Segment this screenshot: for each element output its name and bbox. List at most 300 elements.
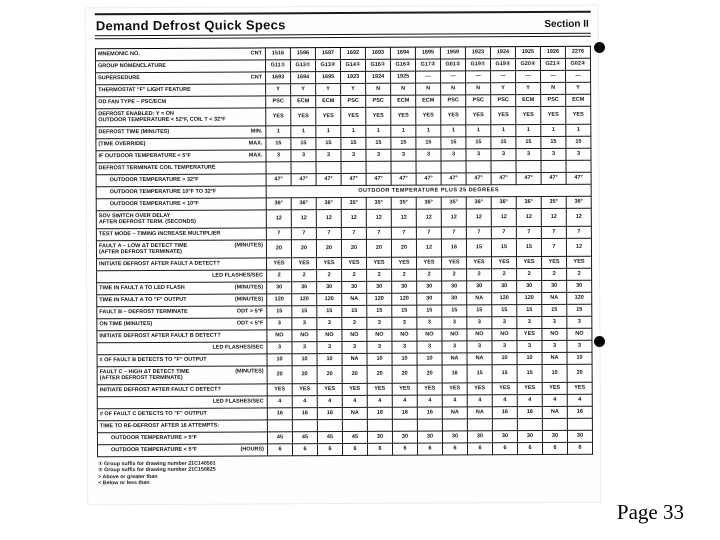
spec-value-cell: 47°: [266, 174, 291, 186]
spec-value-cell: 15: [416, 137, 441, 149]
spec-value-cell: 6: [367, 443, 392, 455]
spec-value-cell: YES: [516, 106, 541, 124]
spec-value-cell: 3: [317, 342, 342, 354]
spec-value-cell: [442, 419, 467, 431]
spec-value-cell: 6: [567, 442, 592, 454]
spec-value-cell: 30: [417, 281, 442, 293]
spec-value-cell: 30: [542, 430, 567, 442]
spec-value-cell: 16: [517, 406, 542, 418]
spec-value-cell: 16: [417, 407, 442, 419]
spec-value-cell: 30: [367, 281, 392, 293]
spec-value-cell: 2: [367, 269, 392, 281]
specs-table-wrap: [95, 46, 593, 458]
spec-value-cell: 4: [517, 394, 542, 406]
spec-value-cell: 20: [366, 239, 391, 257]
spec-value-cell: 15: [342, 305, 367, 317]
spec-value-cell: 15: [542, 304, 567, 316]
spec-value-cell: 15: [492, 365, 517, 383]
row-label-cell: TIME IN FAULT A TO "F" OUTPUT (MINUTES): [97, 294, 267, 307]
spec-value-cell: 30: [567, 280, 592, 292]
spec-value-cell: ECM: [566, 94, 591, 106]
spec-value-cell: YES: [542, 256, 567, 268]
spec-value-cell: [341, 161, 366, 173]
spec-value-cell: YES: [342, 257, 367, 269]
spec-value-cell: 4: [292, 396, 317, 408]
footnote-line: ② Group suffix for drawing number 21C150825: [98, 466, 216, 474]
spec-value-cell: 2: [567, 268, 592, 280]
row-label-cell: (TIME OVERRIDE) MAX.: [96, 138, 266, 151]
spec-value-cell: 120: [317, 294, 342, 306]
spec-value-cell: 16: [317, 408, 342, 420]
spec-value-cell: 16: [292, 408, 317, 420]
row-label-cell: DEFROST TIME (MINUTES) MIN.: [96, 126, 266, 139]
spec-value-cell: G11①: [265, 60, 290, 72]
spec-value-cell: YES: [317, 384, 342, 396]
spec-value-cell: NO: [267, 330, 292, 342]
spec-value-cell: YES: [317, 258, 342, 270]
spec-value-cell: G02②: [565, 58, 590, 70]
spec-value-cell: 12: [466, 209, 491, 227]
spec-value-cell: 1: [541, 124, 566, 136]
spec-value-cell: 47°: [366, 173, 391, 185]
spec-value-cell: 1923: [465, 47, 490, 59]
spec-value-cell: [291, 162, 316, 174]
row-label-cell: LED FLASHES/SEC: [97, 270, 267, 283]
spec-value-cell: 3: [291, 150, 316, 162]
spec-value-cell: [367, 419, 392, 431]
spec-value-cell: G21①: [540, 58, 565, 70]
spec-value-cell: —: [416, 71, 441, 83]
spec-value-cell: YES: [467, 383, 492, 395]
spec-value-cell: 3: [567, 340, 592, 352]
spec-value-cell: 10: [392, 353, 417, 365]
spec-value-cell: 1692: [340, 47, 365, 59]
spec-value-cell: 1: [366, 125, 391, 137]
spec-value-cell: 2276: [565, 46, 590, 58]
spec-value-cell: 30: [392, 431, 417, 443]
spec-value-cell: 30: [467, 431, 492, 443]
span-value-cell: OUTDOOR TEMPERATURE PLUS 25 DEGREES: [266, 184, 591, 198]
spec-value-cell: 10: [492, 353, 517, 365]
spec-value-cell: 45: [342, 431, 367, 443]
spec-value-cell: YES: [542, 382, 567, 394]
spec-value-cell: NO: [417, 329, 442, 341]
spec-value-cell: 16: [441, 239, 466, 257]
spec-value-cell: 15: [566, 136, 591, 148]
spec-value-cell: PSC: [466, 95, 491, 107]
spec-value-cell: 47°: [466, 173, 491, 185]
spec-value-cell: 3: [516, 148, 541, 160]
spec-value-cell: 4: [467, 395, 492, 407]
spec-value-cell: 15: [491, 239, 516, 257]
spec-value-cell: 1693: [266, 72, 291, 84]
spec-value-cell: 12: [316, 210, 341, 228]
spec-value-cell: 15: [391, 137, 416, 149]
spec-value-cell: 20: [291, 240, 316, 258]
row-label-cell: GROUP NOMENCLATURE: [95, 60, 265, 73]
spec-value-cell: YES: [466, 107, 491, 125]
spec-value-cell: 3: [566, 148, 591, 160]
spec-value-cell: 36°: [266, 198, 291, 210]
spec-value-cell: 3: [267, 318, 292, 330]
row-label-cell: INITIATE DEFROST AFTER FAULT C DETECT?: [97, 384, 267, 397]
row-label-cell: FAULT B – DEFROST TERMINATE ODT > 5°F: [97, 306, 267, 319]
spec-value-cell: 15: [267, 306, 292, 318]
row-label-cell: ON TIME (MINUTES) ODT < 5°F: [97, 318, 267, 331]
spec-value-cell: 120: [517, 292, 542, 304]
spec-value-cell: 30: [517, 280, 542, 292]
spec-value-cell: NO: [317, 330, 342, 342]
spec-value-cell: 7: [416, 227, 441, 239]
row-label-cell: LED FLASHES/SEC: [97, 342, 267, 355]
spec-value-cell: 6: [442, 443, 467, 455]
spec-value-cell: 15: [441, 137, 466, 149]
spec-value-cell: 15: [466, 137, 491, 149]
spec-value-cell: 10: [517, 352, 542, 364]
spec-value-cell: 3: [491, 149, 516, 161]
spec-value-cell: YES: [292, 384, 317, 396]
spec-value-cell: 1923: [341, 71, 366, 83]
spec-value-cell: 7: [541, 226, 566, 238]
spec-value-cell: YES: [291, 108, 316, 126]
spec-value-cell: 4: [567, 394, 592, 406]
spec-value-cell: G19①: [465, 59, 490, 71]
spec-value-cell: 3: [417, 317, 442, 329]
spec-value-cell: 1959: [440, 47, 465, 59]
punch-hole-bottom: [594, 336, 605, 347]
spec-value-cell: 1596: [290, 48, 315, 60]
spec-value-cell: 15: [467, 365, 492, 383]
spec-value-cell: YES: [491, 107, 516, 125]
spec-value-cell: 12: [566, 208, 591, 226]
spec-value-cell: 20: [342, 365, 367, 383]
spec-value-cell: G13①: [290, 60, 315, 72]
spec-value-cell: 30: [267, 282, 292, 294]
spec-value-cell: 12: [391, 209, 416, 227]
spec-value-cell: 15: [567, 304, 592, 316]
spec-value-cell: YES: [442, 383, 467, 395]
row-label-cell: FAULT A – LOW ΔT DETECT TIME (MINUTES) (AFTER DEFROST TERMINATE): [96, 240, 266, 259]
spec-value-cell: 3: [417, 341, 442, 353]
spec-value-cell: ECM: [391, 95, 416, 107]
spec-value-cell: 12: [491, 209, 516, 227]
spec-value-cell: 7: [266, 228, 291, 240]
spec-value-cell: YES: [366, 107, 391, 125]
spec-value-cell: [292, 420, 317, 432]
spec-value-cell: 1: [466, 125, 491, 137]
spec-value-cell: [416, 161, 441, 173]
spec-value-cell: 20: [417, 365, 442, 383]
spec-value-cell: [266, 162, 291, 174]
spec-value-cell: 20: [367, 365, 392, 383]
spec-value-cell: 3: [542, 340, 567, 352]
spec-value-cell: 3: [392, 317, 417, 329]
spec-value-cell: 120: [292, 294, 317, 306]
spec-value-cell: 47°: [291, 174, 316, 186]
spec-value-cell: 47°: [416, 173, 441, 185]
spec-value-cell: 30: [367, 431, 392, 443]
row-label-cell: FAULT C – HIGH ΔT DETECT TIME (MINUTES) (AFTER DEFROST TERMINATE): [97, 366, 267, 385]
spec-value-cell: 15: [317, 306, 342, 318]
spec-value-cell: 4: [492, 395, 517, 407]
spec-value-cell: 10: [292, 354, 317, 366]
spec-value-cell: 6: [492, 443, 517, 455]
spec-value-cell: 1925: [515, 46, 540, 58]
spec-value-cell: NO: [467, 329, 492, 341]
document-scan: [85, 5, 602, 506]
spec-value-cell: 3: [466, 149, 491, 161]
spec-value-cell: 15: [492, 305, 517, 317]
page-number: Page 33: [616, 500, 684, 524]
spec-value-cell: NA: [467, 407, 492, 419]
spec-value-cell: [391, 161, 416, 173]
spec-value-cell: 12: [291, 210, 316, 228]
spec-value-cell: G16①: [365, 59, 390, 71]
row-label-cell: DEFROST TERMINATE COIL TEMPERATURE: [96, 162, 266, 175]
spec-value-cell: [516, 160, 541, 172]
row-label-cell: TIME TO RE-DEFROST AFTER 16 ATTEMPTS:: [97, 420, 267, 433]
spec-value-cell: 10: [567, 352, 592, 364]
spec-value-cell: 12: [266, 210, 291, 228]
spec-value-cell: NA: [542, 292, 567, 304]
spec-value-cell: YES: [442, 257, 467, 269]
spec-value-cell: 3: [517, 316, 542, 328]
spec-value-cell: 1694: [390, 47, 415, 59]
spec-value-cell: Y: [266, 84, 291, 96]
spec-value-cell: 6: [317, 444, 342, 456]
spec-value-cell: 16: [442, 365, 467, 383]
spec-value-cell: 35°: [541, 196, 566, 208]
spec-value-cell: 30: [542, 280, 567, 292]
spec-value-cell: 4: [317, 396, 342, 408]
spec-value-cell: 47°: [391, 173, 416, 185]
spec-value-cell: YES: [541, 106, 566, 124]
spec-value-cell: 20: [267, 366, 292, 384]
spec-value-cell: 36°: [491, 197, 516, 209]
spec-value-cell: 1924: [490, 47, 515, 59]
spec-value-cell: YES: [367, 383, 392, 395]
spec-value-cell: 7: [316, 228, 341, 240]
spec-value-cell: 12: [516, 208, 541, 226]
spec-value-cell: 120: [392, 293, 417, 305]
row-label-cell: INITIATE DEFROST AFTER FAULT A DETECT?: [97, 258, 267, 271]
spec-value-cell: 6: [417, 443, 442, 455]
spec-value-cell: NA: [442, 407, 467, 419]
spec-value-cell: NA: [342, 353, 367, 365]
spec-value-cell: [366, 161, 391, 173]
spec-value-cell: 10: [267, 354, 292, 366]
spec-value-cell: 1597: [315, 48, 340, 60]
spec-value-cell: [542, 418, 567, 430]
spec-value-cell: YES: [441, 107, 466, 125]
row-label-cell: OUTDOOR TEMPERATURE < 10°F: [96, 198, 266, 211]
spec-value-cell: 16: [392, 407, 417, 419]
spec-value-cell: 35°: [441, 197, 466, 209]
spec-value-cell: NO: [442, 329, 467, 341]
table-row: [97, 442, 592, 457]
spec-value-cell: 20: [391, 239, 416, 257]
spec-value-cell: 2: [317, 270, 342, 282]
spec-value-cell: 16: [267, 408, 292, 420]
section-label: Section II: [544, 18, 589, 30]
spec-value-cell: [342, 419, 367, 431]
spec-value-cell: 7: [491, 227, 516, 239]
footnotes: [98, 459, 593, 487]
spec-value-cell: 3: [442, 341, 467, 353]
specs-table: [95, 46, 593, 458]
row-label-cell: # OF FAULT C DETECTS TO "F" OUTPUT: [97, 408, 267, 421]
spec-value-cell: YES: [517, 328, 542, 340]
row-label-cell: LED FLASHES/SEC: [97, 396, 267, 409]
spec-value-cell: 20: [392, 365, 417, 383]
spec-value-cell: 4: [417, 395, 442, 407]
spec-value-cell: 120: [367, 293, 392, 305]
spec-value-cell: 1: [391, 125, 416, 137]
row-label-cell: TEST MODE – TIMING INCREASE MULTIPLIER: [96, 228, 266, 241]
spec-value-cell: 12: [366, 209, 391, 227]
spec-value-cell: YES: [367, 257, 392, 269]
spec-value-cell: 47°: [316, 174, 341, 186]
spec-value-cell: ECM: [516, 94, 541, 106]
spec-value-cell: 120: [267, 294, 292, 306]
spec-value-cell: 20: [266, 240, 291, 258]
spec-value-cell: 30: [417, 431, 442, 443]
spec-value-cell: 47°: [566, 172, 591, 184]
spec-value-cell: PSC: [541, 94, 566, 106]
footnote-line: ① Group suffix for drawing number 21C140501: [98, 460, 216, 468]
spec-value-cell: 6: [392, 443, 417, 455]
spec-value-cell: NO: [367, 329, 392, 341]
spec-value-cell: 3: [392, 341, 417, 353]
spec-value-cell: 7: [466, 227, 491, 239]
spec-value-cell: 15: [341, 137, 366, 149]
spec-value-cell: 1695: [316, 72, 341, 84]
spec-value-cell: 7: [366, 227, 391, 239]
spec-value-cell: 7: [541, 238, 566, 256]
spec-value-cell: PSC: [341, 95, 366, 107]
row-label-cell: MNEMONIC NO. CNT: [95, 48, 265, 61]
spec-value-cell: 3: [467, 341, 492, 353]
spec-value-cell: —: [566, 70, 591, 82]
spec-value-cell: 2: [442, 269, 467, 281]
spec-value-cell: 1: [566, 124, 591, 136]
row-label-cell: OUTDOOR TEMPERATURE < 5°F (HOURS): [97, 444, 267, 457]
spec-value-cell: YES: [566, 106, 591, 124]
spec-value-cell: 30: [342, 281, 367, 293]
row-label-cell: TIME IN FAULT A TO LED FLASH (MINUTES): [97, 282, 267, 295]
spec-value-cell: 2: [467, 269, 492, 281]
spec-value-cell: 4: [342, 395, 367, 407]
row-label-cell: # OF FAULT B DETECTS TO "F" OUTPUT: [97, 354, 267, 367]
spec-value-cell: [316, 162, 341, 174]
spec-value-cell: 47°: [516, 172, 541, 184]
spec-value-cell: YES: [567, 256, 592, 268]
spec-value-cell: 3: [492, 341, 517, 353]
spec-value-cell: 36°: [416, 197, 441, 209]
spec-value-cell: 15: [517, 364, 542, 382]
spec-value-cell: 10: [317, 354, 342, 366]
spec-value-cell: 2: [417, 269, 442, 281]
spec-value-cell: 3: [342, 341, 367, 353]
spec-value-cell: 2: [492, 269, 517, 281]
spec-value-cell: 45: [292, 432, 317, 444]
spec-value-cell: NO: [342, 329, 367, 341]
spec-value-cell: PSC: [441, 95, 466, 107]
spec-value-cell: [317, 420, 342, 432]
spec-value-cell: 30: [517, 430, 542, 442]
spec-value-cell: NO: [542, 328, 567, 340]
spec-value-cell: 3: [367, 341, 392, 353]
spec-value-cell: 12: [541, 208, 566, 226]
spec-value-cell: 30: [492, 431, 517, 443]
spec-value-cell: 15: [541, 136, 566, 148]
spec-value-cell: 1693: [365, 47, 390, 59]
spec-value-cell: [466, 161, 491, 173]
spec-value-cell: [541, 160, 566, 172]
spec-value-cell: 3: [292, 342, 317, 354]
spec-value-cell: 47°: [341, 173, 366, 185]
spec-value-cell: 7: [441, 227, 466, 239]
spec-value-cell: YES: [417, 257, 442, 269]
spec-value-cell: YES: [517, 382, 542, 394]
spec-value-cell: 45: [317, 432, 342, 444]
row-label-cell: THERMOSTAT "F" LIGHT FEATURE: [96, 84, 266, 97]
spec-value-cell: YES: [267, 384, 292, 396]
spec-value-cell: 3: [542, 316, 567, 328]
spec-value-cell: [441, 161, 466, 173]
spec-value-cell: 10: [367, 353, 392, 365]
spec-value-cell: YES: [467, 257, 492, 269]
spec-value-cell: ECM: [316, 96, 341, 108]
spec-value-cell: G01②: [440, 59, 465, 71]
spec-value-cell: NA: [342, 407, 367, 419]
spec-value-cell: 10: [417, 353, 442, 365]
spec-value-cell: G19②: [490, 59, 515, 71]
punch-hole-top: [594, 42, 605, 53]
spec-value-cell: 35°: [366, 197, 391, 209]
spec-value-cell: 1924: [366, 71, 391, 83]
spec-value-cell: 15: [417, 305, 442, 317]
spec-value-cell: 7: [566, 226, 591, 238]
spec-value-cell: 12: [341, 209, 366, 227]
spec-value-cell: 3: [317, 318, 342, 330]
spec-value-cell: NA: [542, 352, 567, 364]
spec-value-cell: 1: [516, 124, 541, 136]
spec-value-cell: 16: [567, 406, 592, 418]
spec-value-cell: G20②: [515, 58, 540, 70]
spec-value-cell: N: [416, 83, 441, 95]
spec-value-cell: NA: [467, 293, 492, 305]
spec-value-cell: 1: [441, 125, 466, 137]
spec-value-cell: 16: [367, 407, 392, 419]
spec-value-cell: 16: [492, 407, 517, 419]
spec-value-cell: 1925: [391, 71, 416, 83]
spec-value-cell: 3: [492, 317, 517, 329]
spec-value-cell: 2: [517, 268, 542, 280]
spec-value-cell: 7: [341, 227, 366, 239]
spec-value-cell: Y: [491, 83, 516, 95]
spec-value-cell: 120: [492, 293, 517, 305]
row-label-cell: SUPERSEDURE CNT: [96, 72, 266, 85]
spec-value-cell: YES: [266, 108, 291, 126]
spec-value-cell: Y: [341, 83, 366, 95]
spec-value-cell: 35°: [341, 197, 366, 209]
spec-value-cell: Y: [316, 84, 341, 96]
spec-value-cell: 47°: [491, 173, 516, 185]
spec-value-cell: 20: [317, 366, 342, 384]
spec-value-cell: 3: [442, 317, 467, 329]
spec-value-cell: 2: [292, 270, 317, 282]
